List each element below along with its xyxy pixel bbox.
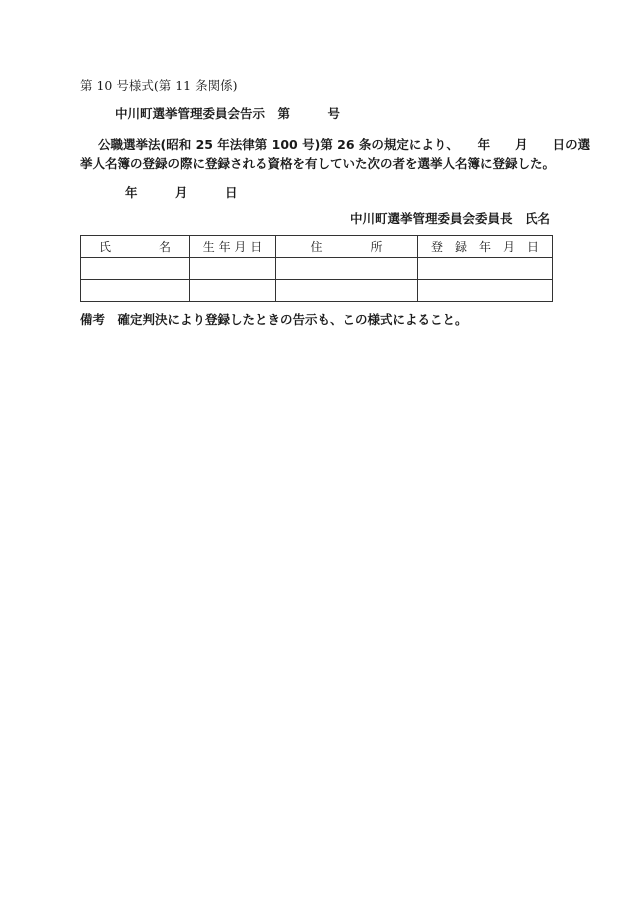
header-address: 住 所: [276, 236, 418, 258]
body-text-line-1: 公職選挙法(昭和 25 年法律第 100 号)第 26 条の規定により、 年 月 日の選: [98, 137, 591, 152]
table-cell: [418, 280, 553, 302]
table-cell: [276, 258, 418, 280]
body-text-line-2: 挙人名簿の登録の際に登録される資格を有していた次の者を選挙人名簿に登録した。: [80, 156, 556, 171]
form-number: 第 10 号様式(第 11 条関係): [80, 78, 238, 93]
notice-title: 中川町選挙管理委員会告示 第 号: [115, 106, 341, 121]
table-row: [81, 258, 553, 280]
table-row: [81, 280, 553, 302]
remarks-note: 備考 確定判決により登録したときの告示も、この様式によること。: [80, 312, 468, 327]
signatory-line: 中川町選挙管理委員会委員長 氏名: [349, 211, 550, 226]
header-registration-date: 登 録 年 月 日: [418, 236, 553, 258]
table-cell: [418, 258, 553, 280]
table-cell: [276, 280, 418, 302]
table-cell: [81, 258, 190, 280]
header-birthdate: 生 年 月 日: [190, 236, 276, 258]
table-cell: [81, 280, 190, 302]
date-line: 年 月 日: [125, 185, 238, 200]
table-cell: [190, 280, 276, 302]
table-header-row: [81, 236, 553, 258]
table-cell: [190, 258, 276, 280]
registration-table: [80, 235, 553, 302]
header-name: 氏 名: [81, 236, 190, 258]
